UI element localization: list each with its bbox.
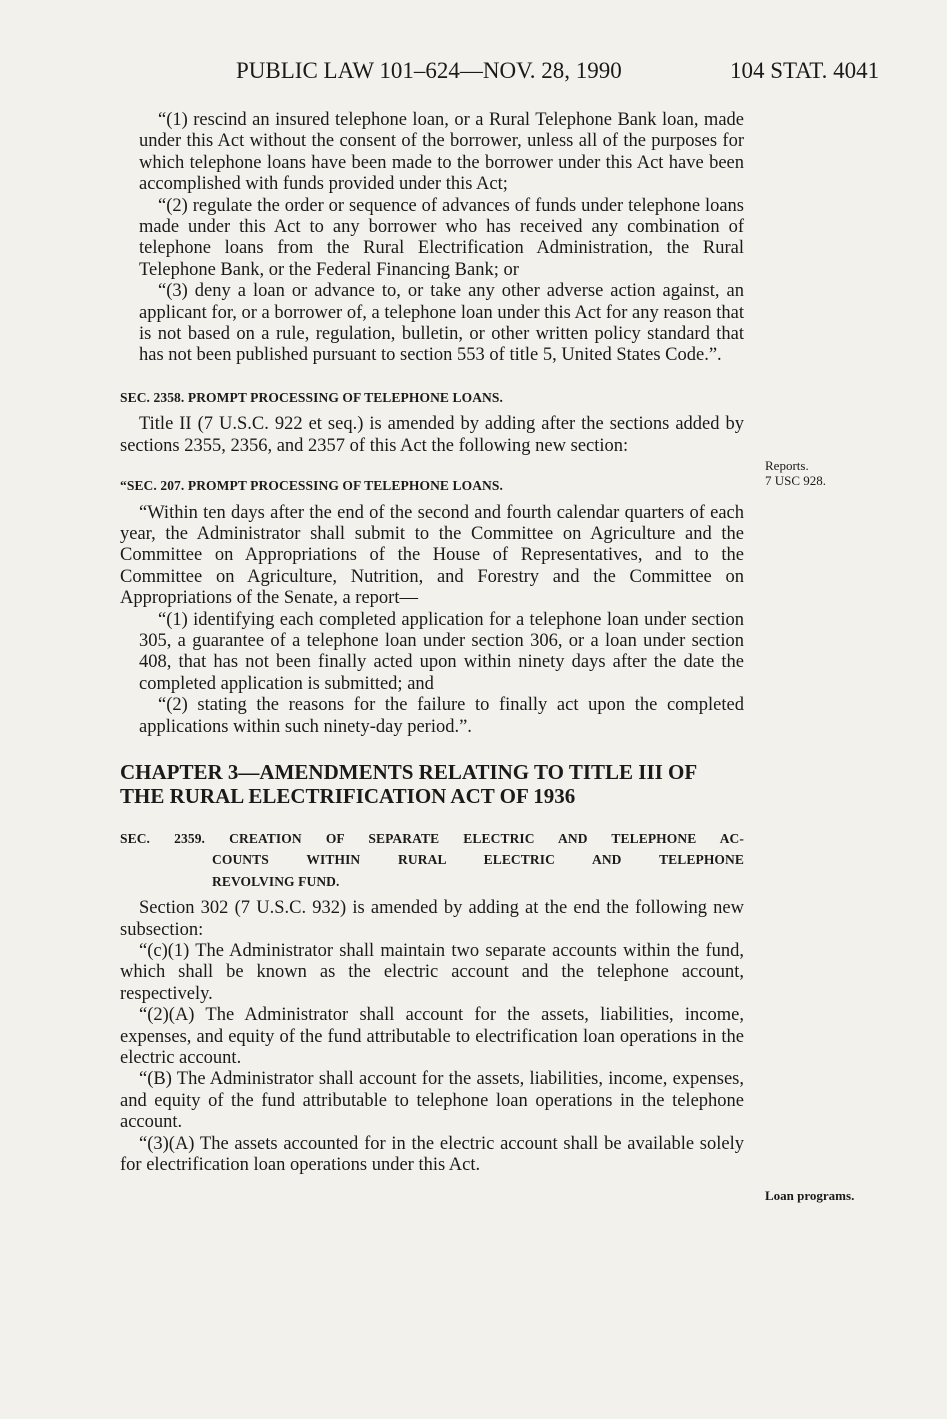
subsection-c2a: “(2)(A) The Administrator shall account for the assets, liabilities, income, expenses, and equity of the fund attributable to electrification loan operations in the electric account. <box>120 1005 744 1069</box>
section-207-items <box>120 610 744 738</box>
section-2358-heading: SEC. 2358. PROMPT PROCESSING OF TELEPHONE LOANS. <box>120 389 503 405</box>
header-title: PUBLIC LAW 101–624—NOV. 28, 1990 <box>236 58 622 83</box>
section-2359-heading-line-2: COUNTS WITHIN RURAL ELECTRIC AND TELEPHONE <box>212 852 744 868</box>
subsection-c1: “(c)(1) The Administrator shall maintain two separate accounts within the fund, which shall be known as the electric account and the telephone account, respectively. <box>120 941 744 1004</box>
page-header <box>0 58 947 98</box>
chapter-heading-line-1: CHAPTER 3—AMENDMENTS RELATING TO TITLE III OF <box>120 759 698 784</box>
paragraph-group-1-3 <box>120 110 744 367</box>
section-207-item-2: “(2) stating the reasons for the failure to finally act upon the completed applications within such ninety-day period.”. <box>139 695 744 737</box>
margin-note-reports-label: Reports. <box>765 458 809 473</box>
header-stat-page: 104 STAT. 4041 <box>730 58 880 83</box>
paragraph-deny: “(3) deny a loan or advance to, or take any other adverse action against, an applicant for, or a borrower of, a telephone loan under this Act for any reason that is not based on a rule, regulation, bulletin, or other written policy standard that has not been published pursuant to section 553 of title 5, United States Code.”. <box>139 281 744 366</box>
section-2359-heading-line-3: REVOLVING FUND. <box>212 873 340 889</box>
margin-note-usc-citation: 7 USC 928. <box>765 473 827 488</box>
body-column <box>120 110 744 1176</box>
section-2359-text: Section 302 (7 U.S.C. 932) is amended by adding at the end the following new subsection: <box>120 898 744 940</box>
section-2359-heading <box>120 828 744 892</box>
margin-note-reports <box>765 458 826 488</box>
subsection-c3a: “(3)(A) The assets accounted for in the electric account shall be available solely for electrification loan operations under this Act. <box>120 1133 744 1176</box>
paragraph-rescind: “(1) rescind an insured telephone loan, or a Rural Telephone Bank loan, made under this Act without the consent of the borrower, unless all of the purposes for which telephone loans have been made to the borrower under this Act have been accomplished with funds provided under this Act; <box>139 110 744 195</box>
section-207-item-1: “(1) identifying each completed application for a telephone loan under section 305, a guarantee of a telephone loan under section 306, or a loan under section 408, that has not been finally acted upon within ninety days after the date the completed application is submitted; and <box>139 609 744 694</box>
section-2358-text: Title II (7 U.S.C. 922 et seq.) is amended by adding after the sections added by sections 2355, 2356, and 2357 of this Act the following new section: <box>120 414 744 456</box>
chapter-heading <box>120 760 744 808</box>
section-2359-heading-line-1: SEC. 2359. CREATION OF SEPARATE ELECTRIC AND TELEPHONE AC- <box>120 830 744 846</box>
section-207-text: “Within ten days after the end of the second and fourth calendar quarters of each year, the Administrator shall submit to the Committee on Agriculture and the Committee on Appropriations of the House of Representatives, and to the Committee on Agriculture, Nutrition, and Forestry and the Committee on Appropriations of the Senate, a report— <box>120 502 744 609</box>
subsection-c2b: “(B) The Administrator shall account for the assets, liabilities, income, expenses, and equity of the fund attributable to telephone loan operations in the telephone account. <box>120 1069 744 1133</box>
section-207-heading: “SEC. 207. PROMPT PROCESSING OF TELEPHONE LOANS. <box>120 478 503 494</box>
margin-note-loan-programs: Loan programs. <box>765 1188 855 1203</box>
chapter-heading-line-2: THE RURAL ELECTRIFICATION ACT OF 1936 <box>120 783 576 808</box>
paragraph-regulate: “(2) regulate the order or sequence of advances of funds under telephone loans made under this Act to any borrower who has received any combination of telephone loans from the Rural Electrification Administration, the Rural Telephone Bank, or the Federal Financing Bank; or <box>139 195 744 280</box>
